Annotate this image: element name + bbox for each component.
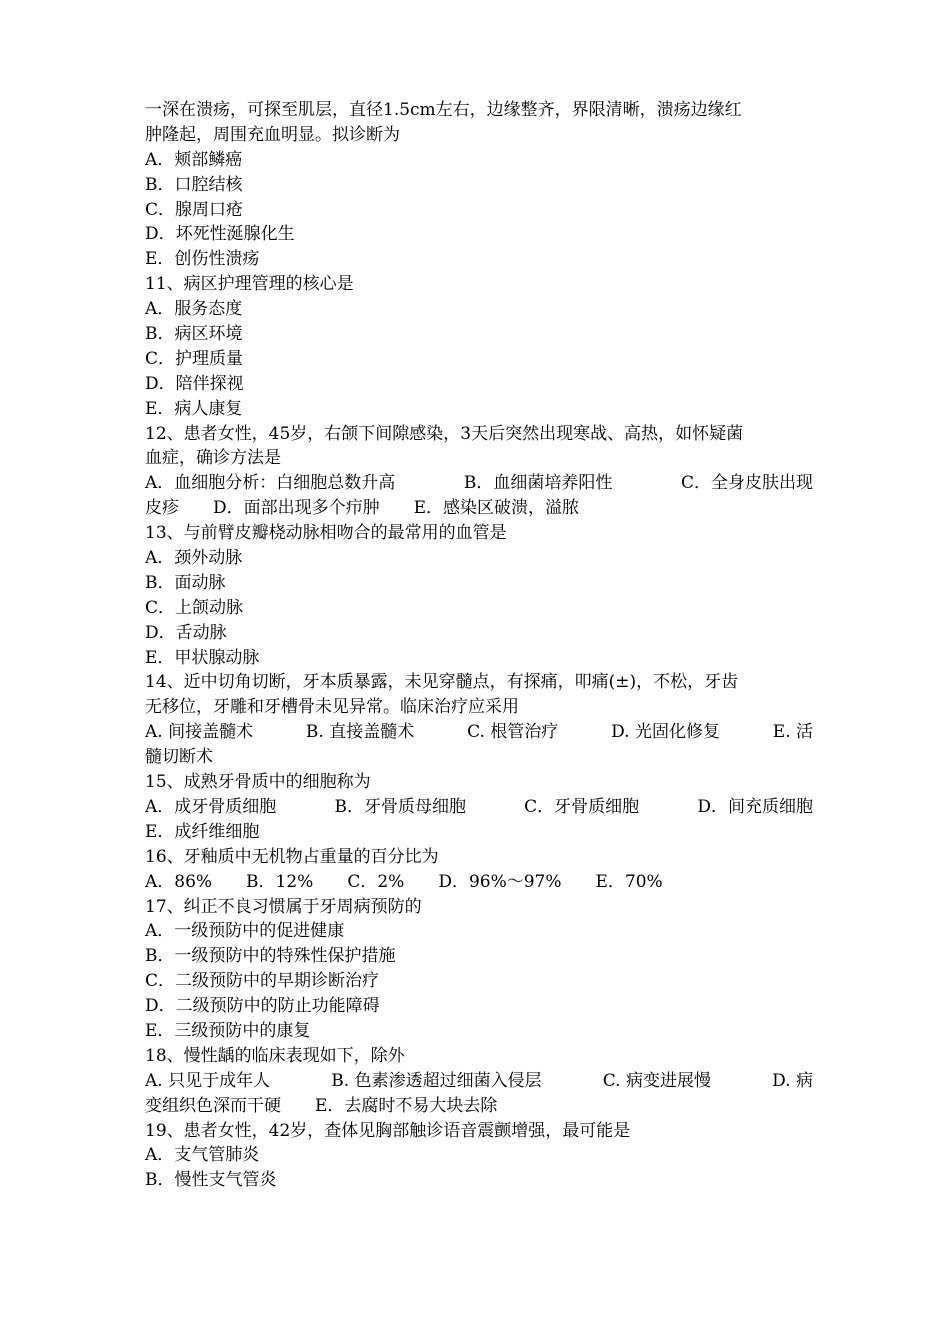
q14-options-line-2: 髓切断术 xyxy=(145,747,213,768)
q14-option-b: B. 直接盖髓术 xyxy=(305,722,415,743)
q10-option-d: D．坏死性涎腺化生 xyxy=(145,224,295,245)
q17-option-e: E．三级预防中的康复 xyxy=(145,1020,311,1041)
q11-option-b: B．病区环境 xyxy=(145,324,243,345)
q12-stem-line-1: 12、患者女性，45岁，右颌下间隙感染，3天后突然出现寒战、高热，如怀疑菌 xyxy=(145,423,744,444)
q19-stem: 19、患者女性，42岁，查体见胸部触诊语音震颤增强，最可能是 xyxy=(145,1120,631,1141)
q15-option-b: B．牙骨质母细胞 xyxy=(334,796,466,817)
q18-option-b: B. 色素渗透超过细菌入侵层 xyxy=(331,1070,542,1091)
document-page xyxy=(145,98,813,1193)
q12-stem-line-2: 血症，确诊方法是 xyxy=(145,448,281,469)
q14-stem-line-1: 14、近中切角切断，牙本质暴露，未见穿髓点，有探痛，叩痛(±)，不松，牙齿 xyxy=(145,672,739,693)
q10-stem-line-1: 一深在溃疡，可探至肌层，直径1.5cm左右，边缘整齐，界限清晰，溃疡边缘红 xyxy=(145,100,742,120)
q13-option-d: D．舌动脉 xyxy=(145,622,227,643)
q15-option-d: D．间充质细胞 xyxy=(697,796,813,817)
q10-option-e: E．创伤性溃疡 xyxy=(145,249,260,270)
q10-option-c: C．腺周口疮 xyxy=(145,199,244,220)
q18-option-a: A. 只见于成年人 xyxy=(145,1070,271,1091)
q11-option-e: E．病人康复 xyxy=(145,398,243,419)
q15-options-line-1 xyxy=(145,795,813,820)
q15-option-a: A．成牙骨质细胞 xyxy=(145,796,277,817)
q18-options-line-2: 变组织色深而干硬 E．去腐时不易大块去除 xyxy=(145,1095,498,1116)
q10-option-b: B．口腔结核 xyxy=(145,174,243,195)
q10-stem-line-2: 肿隆起，周围充血明显。拟诊断为 xyxy=(145,124,400,145)
q14-stem-line-2: 无移位，牙雕和牙槽骨未见异常。临床治疗应采用 xyxy=(145,697,519,718)
q13-option-e: E．甲状腺动脉 xyxy=(145,647,260,668)
q13-option-a: A．颈外动脉 xyxy=(145,548,243,569)
q15-options-line-2: E．成纤维细胞 xyxy=(145,821,260,842)
q12-options-line-2: 皮疹 D．面部出现多个疖肿 E．感染区破溃，溢脓 xyxy=(145,498,580,519)
q12-option-b: B．血细菌培养阳性 xyxy=(463,473,613,494)
q11-option-a: A．服务态度 xyxy=(145,299,243,320)
q17-option-c: C．二级预防中的早期诊断治疗 xyxy=(145,971,380,992)
q14-option-a: A. 间接盖髓术 xyxy=(145,722,254,743)
q18-option-d: D. 病 xyxy=(772,1070,813,1091)
q17-stem: 17、纠正不良习惯属于牙周病预防的 xyxy=(145,896,422,917)
q15-option-c: C．牙骨质细胞 xyxy=(524,796,640,817)
q15-stem: 15、成熟牙骨质中的细胞称为 xyxy=(145,772,371,793)
q11-stem: 11、病区护理管理的核心是 xyxy=(145,274,354,295)
q16-options-line: A．86% B．12% C．2% D．96%～97% E．70% xyxy=(145,871,663,892)
q16-stem: 16、牙釉质中无机物占重量的百分比为 xyxy=(145,846,439,867)
q14-options-line-1 xyxy=(145,720,813,745)
q14-option-e: E. 活 xyxy=(772,722,813,743)
q12-option-a: A．血细胞分析：白细胞总数升高 xyxy=(145,473,396,494)
q13-option-b: B．面动脉 xyxy=(145,572,226,593)
q17-option-a: A．一级预防中的促进健康 xyxy=(145,921,345,942)
q12-options-line-1 xyxy=(145,471,813,496)
q14-option-c: C. 根管治疗 xyxy=(467,722,559,743)
q17-option-d: D．二级预防中的防止功能障碍 xyxy=(145,996,380,1017)
q12-option-c: C．全身皮肤出现 xyxy=(680,473,813,494)
q13-option-c: C．上颌动脉 xyxy=(145,597,244,618)
q10-option-a: A．颊部鳞癌 xyxy=(145,149,243,170)
q19-option-a: A．支气管肺炎 xyxy=(145,1145,260,1166)
q18-option-c: C. 病变进展慢 xyxy=(602,1070,711,1091)
q19-option-b: B．慢性支气管炎 xyxy=(145,1170,277,1191)
q14-option-d: D. 光固化修复 xyxy=(611,722,720,743)
q17-option-b: B．一级预防中的特殊性保护措施 xyxy=(145,946,396,967)
q18-options-line-1 xyxy=(145,1069,813,1094)
q18-stem: 18、慢性龋的临床表现如下，除外 xyxy=(145,1045,405,1066)
q11-option-c: C．护理质量 xyxy=(145,348,244,369)
q11-option-d: D．陪伴探视 xyxy=(145,373,244,394)
q13-stem: 13、与前臂皮瓣桡动脉相吻合的最常用的血管是 xyxy=(145,523,507,544)
